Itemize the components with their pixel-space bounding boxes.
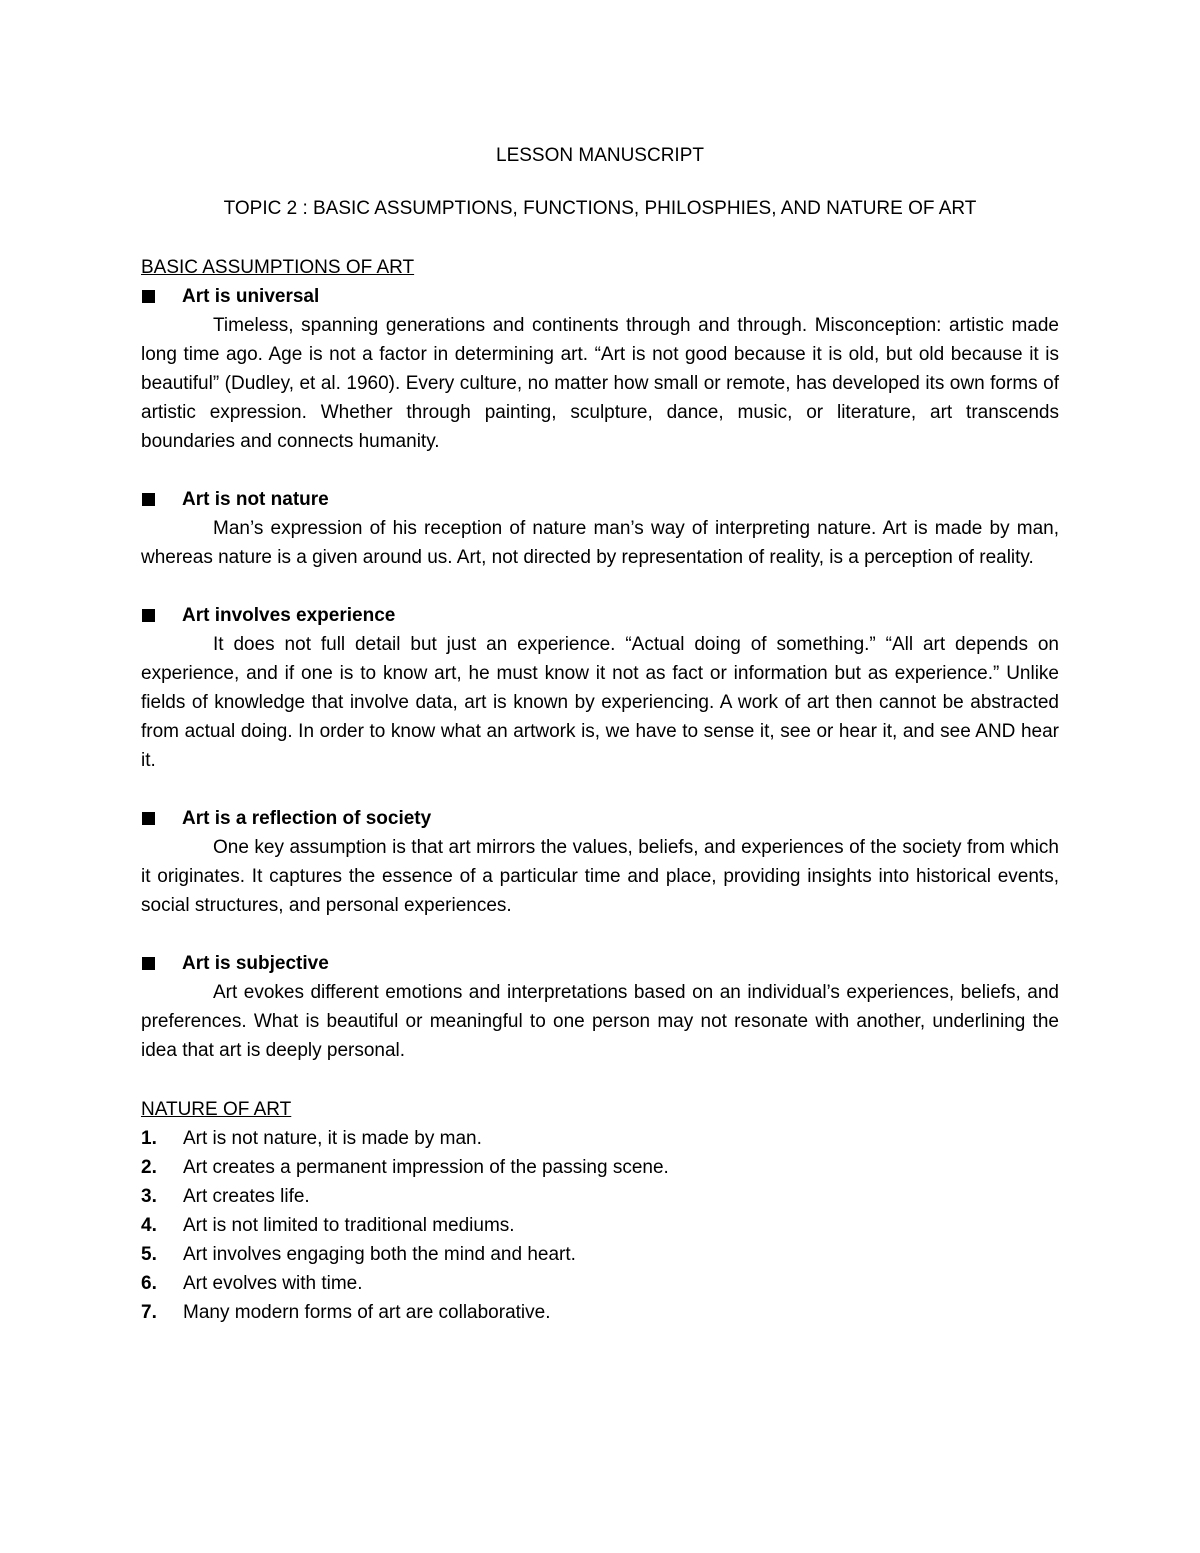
assumption-body: Art evokes different emotions and interpretations based on an individual’s experiences, beliefs, and preferences. What is beautiful or meaningful to one person may not resonate with another, underlining the idea that art is deeply personal.	[141, 982, 1059, 1061]
nature-of-art-heading: NATURE OF ART	[141, 1099, 292, 1120]
assumption-body: Timeless, spanning generations and continents through and through. Misconception: artistic made long time ago. Age is not a factor in determining art. “Art is not good because it is old, but old because it is beautiful” (Dudley, et al. 1960). Every culture, no matter how small or remote, has developed its own forms of artistic expression. Whether through painting, sculpture, dance, music, or literature, art transcends boundaries and connects humanity.	[141, 315, 1059, 452]
list-item	[141, 1240, 1059, 1269]
list-item	[141, 1182, 1059, 1211]
assumption-body: Man’s expression of his reception of nature man’s way of interpreting nature. Art is made by man, whereas nature is a given around us. Art, not directed by representation of reality, is a perception of reality.	[141, 518, 1059, 568]
assumption-item	[141, 282, 1059, 456]
topic-title: TOPIC 2 : BASIC ASSUMPTIONS, FUNCTIONS, PHILOSPHIES, AND NATURE OF ART	[223, 198, 977, 219]
list-item-number: 3.	[141, 1186, 157, 1207]
list-item-text: Art evolves with time.	[183, 1273, 363, 1294]
assumption-item	[141, 949, 1059, 1065]
assumption-item	[141, 601, 1059, 775]
assumption-body: One key assumption is that art mirrors the values, beliefs, and experiences of the society from which it originates. It captures the essence of a particular time and place, providing insights into historical events, social structures, and personal experiences.	[141, 837, 1059, 916]
list-item-text: Art creates life.	[183, 1186, 310, 1207]
square-bullet-icon	[142, 609, 155, 622]
list-item-text: Art is not nature, it is made by man.	[183, 1128, 482, 1149]
document-content	[141, 141, 1059, 1327]
basic-assumptions-heading: BASIC ASSUMPTIONS OF ART	[141, 257, 415, 278]
assumption-item	[141, 804, 1059, 920]
list-item	[141, 1124, 1059, 1153]
list-item-text: Many modern forms of art are collaborative.	[183, 1302, 551, 1323]
square-bullet-icon	[142, 812, 155, 825]
document-title: LESSON MANUSCRIPT	[496, 145, 704, 166]
assumption-title: Art is subjective	[182, 953, 329, 974]
list-item	[141, 1153, 1059, 1182]
list-item-number: 6.	[141, 1273, 157, 1294]
nature-of-art-list	[141, 1124, 1059, 1327]
list-item	[141, 1269, 1059, 1298]
list-item	[141, 1211, 1059, 1240]
square-bullet-icon	[142, 493, 155, 506]
list-item-number: 4.	[141, 1215, 157, 1236]
list-item-text: Art creates a permanent impression of the passing scene.	[183, 1157, 669, 1178]
assumption-title: Art involves experience	[182, 605, 396, 626]
assumption-title: Art is a reflection of society	[182, 808, 432, 829]
assumption-title: Art is universal	[182, 286, 320, 307]
assumption-body: It does not full detail but just an experience. “Actual doing of something.” “All art depends on experience, and if one is to know art, he must know it not as fact or information but as experience.” Unlike fields of knowledge that involve data, art is known by experiencing. A work of art then cannot be abstracted from actual doing. In order to know what an artwork is, we have to sense it, see or hear it, and see AND hear it.	[141, 634, 1059, 771]
assumption-item	[141, 485, 1059, 572]
list-item	[141, 1298, 1059, 1327]
square-bullet-icon	[142, 290, 155, 303]
square-bullet-icon	[142, 957, 155, 970]
list-item-text: Art is not limited to traditional mediums.	[183, 1215, 515, 1236]
list-item-number: 7.	[141, 1302, 157, 1323]
list-item-number: 1.	[141, 1128, 157, 1149]
assumption-title: Art is not nature	[182, 489, 329, 510]
list-item-number: 5.	[141, 1244, 157, 1265]
list-item-text: Art involves engaging both the mind and heart.	[183, 1244, 576, 1265]
list-item-number: 2.	[141, 1157, 157, 1178]
